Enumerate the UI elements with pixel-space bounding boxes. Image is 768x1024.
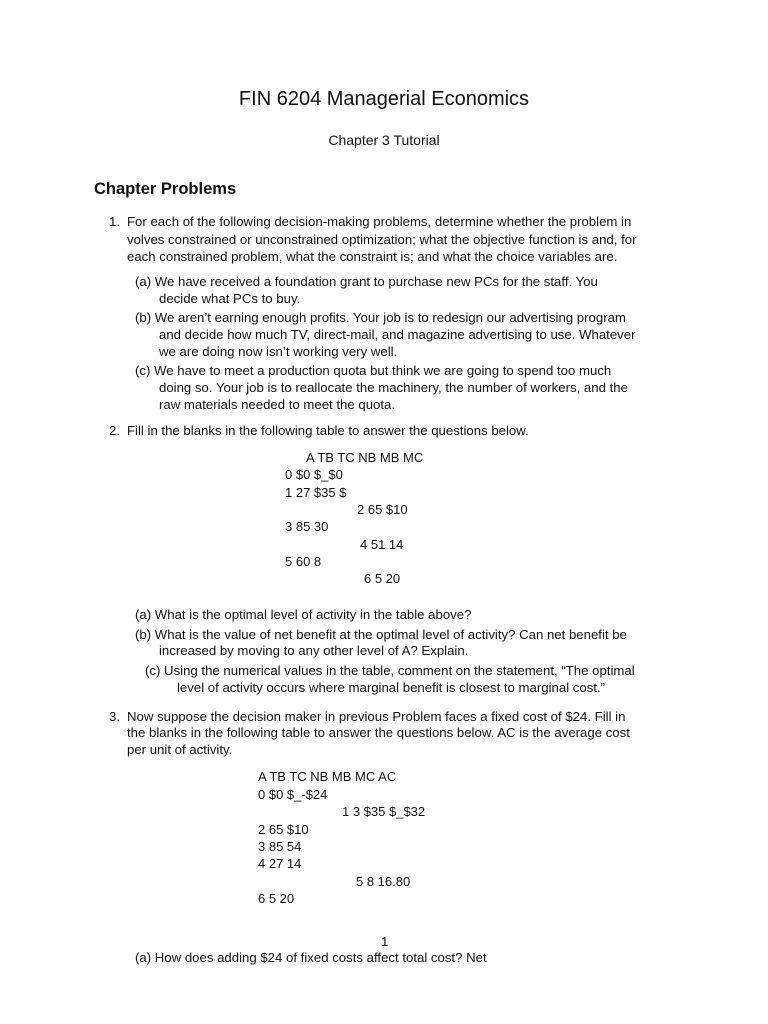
problem-3-number: 3. bbox=[109, 709, 120, 724]
problem-2-c-line-2: level of activity occurs where marginal benefit is closest to marginal cost.” bbox=[177, 680, 606, 695]
problem-2-line-1: Fill in the blanks in the following table to answer the questions below. bbox=[127, 423, 529, 438]
problem-1-line-1: For each of the following decision-making problems, determine whether the problem in bbox=[127, 214, 632, 229]
table-2-row: 2 65 $10 bbox=[258, 822, 309, 837]
table-2-header: A TB TC NB MB MC AC bbox=[258, 769, 397, 784]
problem-1-b-line-1: (b) We aren’t earning enough profits. Your job is to redesign our advertising program bbox=[135, 310, 626, 325]
problem-1-c-line-2: doing so. Your job is to reallocate the machinery, the number of workers, and the bbox=[159, 380, 628, 395]
table-1-row: 3 85 30 bbox=[285, 519, 329, 534]
problem-1-a-line-2: decide what PCs to buy. bbox=[159, 291, 301, 306]
table-1-row: 2 65 $10 bbox=[357, 502, 408, 517]
table-1-header: A TB TC NB MB MC bbox=[306, 450, 424, 465]
table-1-row: 5 60 8 bbox=[285, 554, 322, 569]
problem-1-c-line-3: raw materials needed to meet the quota. bbox=[159, 397, 396, 412]
table-1-row: 4 51 14 bbox=[360, 537, 404, 552]
problem-3-line-2: the blanks in the following table to answer the questions below. AC is the average cost bbox=[127, 725, 630, 740]
problem-1-line-3: each constrained problem, what the constraint is; and what the choice variables are. bbox=[127, 249, 618, 264]
problem-1-b-line-3: we are doing now isn’t working very well. bbox=[159, 344, 398, 359]
problem-2-a: (a) What is the optimal level of activity in the table above? bbox=[135, 607, 472, 622]
page-number: 1 bbox=[381, 934, 389, 949]
problem-3-line-3: per unit of activity. bbox=[127, 742, 233, 757]
table-2-row: 5 8 16.80 bbox=[356, 874, 411, 889]
problem-2-number: 2. bbox=[109, 423, 120, 438]
table-2-row: 3 85 54 bbox=[258, 839, 302, 854]
problem-3-a: (a) How does adding $24 of fixed costs affect total cost? Net bbox=[135, 950, 487, 965]
table-1-row: 0 $0 $_$0 bbox=[285, 467, 343, 482]
problem-2-c-line-1: (c) Using the numerical values in the table, comment on the statement, “The optimal bbox=[145, 663, 635, 678]
table-2-row: 4 27 14 bbox=[258, 856, 302, 871]
table-1-row: 1 27 $35 $ bbox=[285, 485, 347, 500]
problem-1-c-line-1: (c) We have to meet a production quota but think we are going to spend too much bbox=[135, 363, 612, 378]
problem-1-line-2: volves constrained or unconstrained optimization; what the objective function is and, for bbox=[127, 231, 637, 247]
table-2-row: 1 3 $35 $_$32 bbox=[342, 804, 426, 819]
section-heading: Chapter Problems bbox=[94, 180, 237, 198]
table-2-row: 6 5 20 bbox=[258, 891, 295, 906]
document-title: FIN 6204 Managerial Economics bbox=[238, 88, 530, 110]
problem-2-b-line-1: (b) What is the value of net benefit at the optimal level of activity? Can net benefit be bbox=[135, 627, 627, 642]
problem-1-a-line-1: (a) We have received a foundation grant to purchase new PCs for the staff. You bbox=[135, 274, 598, 289]
problem-2-b-line-2: increased by moving to any other level of A? Explain. bbox=[159, 643, 469, 658]
problem-1-b-line-2: and decide how much TV, direct-mail, and magazine advertising to use. Whatever bbox=[159, 327, 636, 342]
document-subtitle: Chapter 3 Tutorial bbox=[328, 132, 440, 148]
problem-3-line-1: Now suppose the decision maker in previous Problem faces a fixed cost of $24. Fill in bbox=[127, 709, 626, 724]
problem-1-number: 1. bbox=[109, 214, 120, 229]
table-2-row: 0 $0 $_-$24 bbox=[258, 787, 328, 802]
table-1-row: 6 5 20 bbox=[364, 571, 401, 586]
